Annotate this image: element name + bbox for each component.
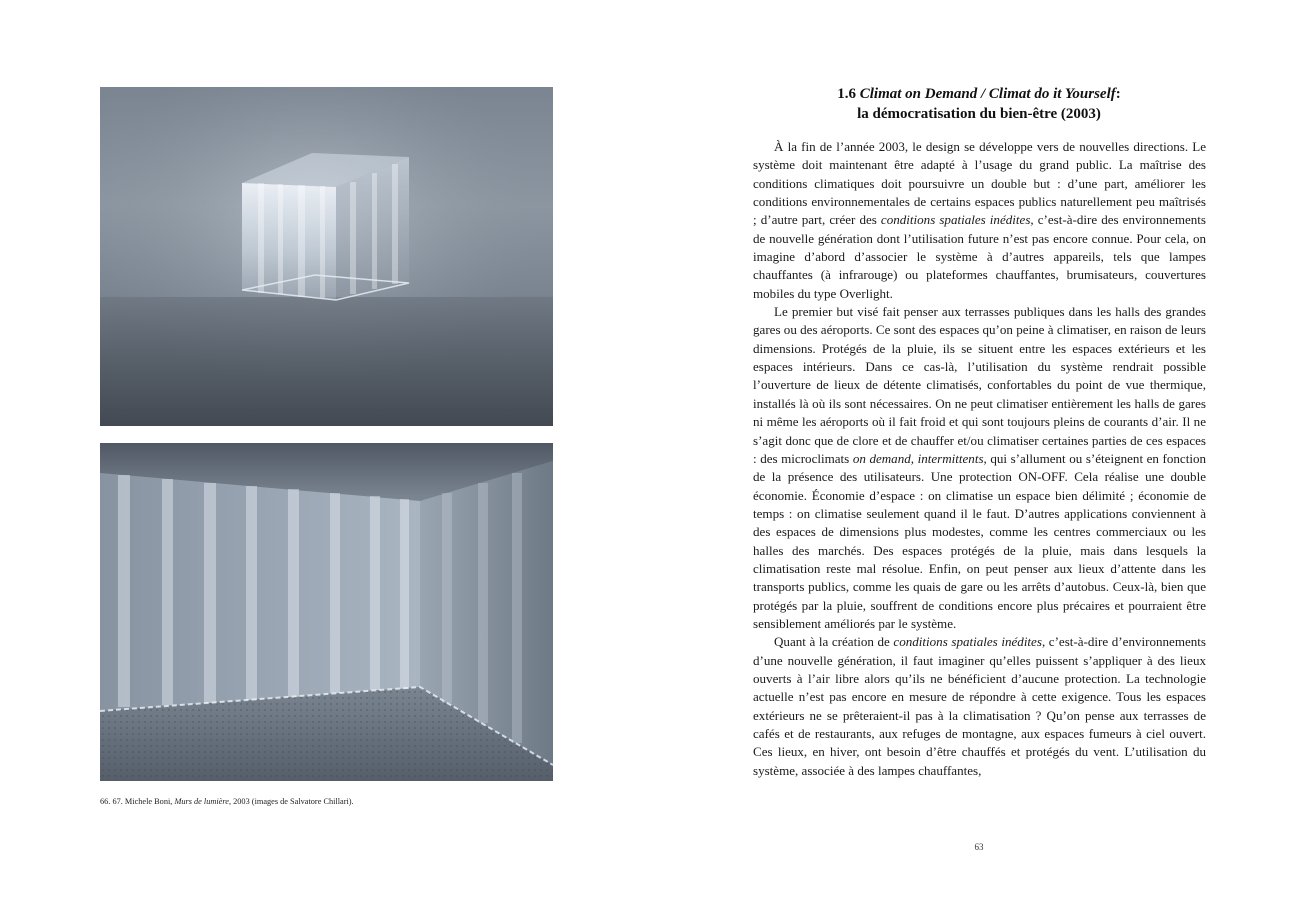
figure-67-light-walls-room [100,443,553,781]
light-walls-image [100,443,553,781]
paragraph-emphasis: on demand, intermittents, [852,450,987,466]
body-text [753,138,1206,780]
page-number: 63 [974,842,984,852]
caption-prefix: 66. 67. Michele Boni, [100,797,175,806]
paragraph-text: À la fin de l’année 2003, le design se développe vers de nouvelles directions. Le système doit maintenant être adapté à l’usage du grand public. La maîtrise des conditions climatiques doit poursuivre un double but : d’une part, améliorer les conditions environnementales de certains espaces publics naturellement peu maîtrisés ; d’autre part, créer des [753,139,1206,228]
light-cube-image [100,87,553,426]
paragraph-text: Quant à la création de [774,634,894,650]
paragraph [753,138,1206,303]
section-title: Climat on Demand / Climat do it Yourself [859,86,1116,102]
figure-caption [100,797,553,806]
paragraph-text: qui s’allument ou s’éteignent en fonction de la présence des utilisateurs. Une protection ON-OFF. Cela réalise une double économie. Économie d’espace : on climatise un espace bien délimité ; économie de temps : on climatise seulement quand il le faut. D’autres applications conviennent à des espaces de dimensions plus modestes, comme les centres commerciaux ou les halles des marchés. Des espaces protégés de la pluie, mais dans lesquels la climatisation reste mal résolue. Enfin, on peut penser aux lieux d’attente dans les transports publics, comme les quais de gare ou les arrêts d’autobus. Ceux-là, bien que protégés par la pluie, souffrent de conditions encore plus précaires et pourraient être sensiblement améliorés par le système. [753,450,1206,631]
section-subtitle: la démocratisation du bien-être (2003) [857,106,1101,122]
section-number: 1.6 [837,86,856,102]
caption-suffix: , 2003 (images de Salvatore Chillari). [228,797,354,806]
section-title-colon: : [1115,86,1121,102]
figure-66-light-cube [100,87,553,426]
paragraph-emphasis: conditions spatiales inédites, [880,212,1034,228]
caption-title: Murs de lumière [174,797,229,806]
paragraph-text: c’est-à-dire des environnements de nouvelle génération dont l’utilisation future n’est pas encore connue. Pour cela, on imagine d’abord d’associer le système à d’autres appareils, tels que lampes chauffantes (à infrarouge) ou plateformes chauffantes, brumisateurs, couvertures mobiles du type Overlight. [753,212,1206,301]
paragraph [753,633,1206,780]
paragraph [753,303,1206,633]
paragraph-text: Le premier but visé fait penser aux terrasses publiques dans les halls des grandes gares ou des aéroports. Ce sont des espaces qu’on peine à climatiser, en raison de leurs dimensions. Protégés de la pluie, ils se situent entre les espaces extérieurs et les espaces intérieurs. Dans ce cas-là, l’utilisation du système rendrait possible l’ouverture de lieux de détente climatisés, confortables du point de vue thermique, installés là où ils sont nécessaires. On ne peut climatiser entièrement les halls de gares ni même les aéroports où il fait froid et qui sont toujours pleins de courants d’air. Il ne s’agit donc que de clore et de chauffer et/ou climatiser certaines parties de ces espaces : des microclimats [753,304,1206,466]
section-heading [752,84,1206,104]
paragraph-emphasis: conditions spatiales inédites [893,634,1042,650]
paragraph-text: , c’est-à-dire d’environnements d’une nouvelle génération, il faut imaginer qu’elles puissent s’appliquer à des lieux ouverts à l’air libre alors qu’ils ne bénéficient d’aucune protection. La technologie actuelle n’est pas encore en mesure de répondre à cette exigence. Tous les espaces extérieurs ne se prêteraient-il pas à la climatisation ? Qu’on pense aux terrasses de cafés et de restaurants, aux refuges de montagne, aux espaces fumeurs à ciel ouvert. Ces lieux, en hiver, ont besoin d’être chauffés et protégés du vent. L’utilisation du système, associée à des lampes chauffantes, [753,634,1206,778]
